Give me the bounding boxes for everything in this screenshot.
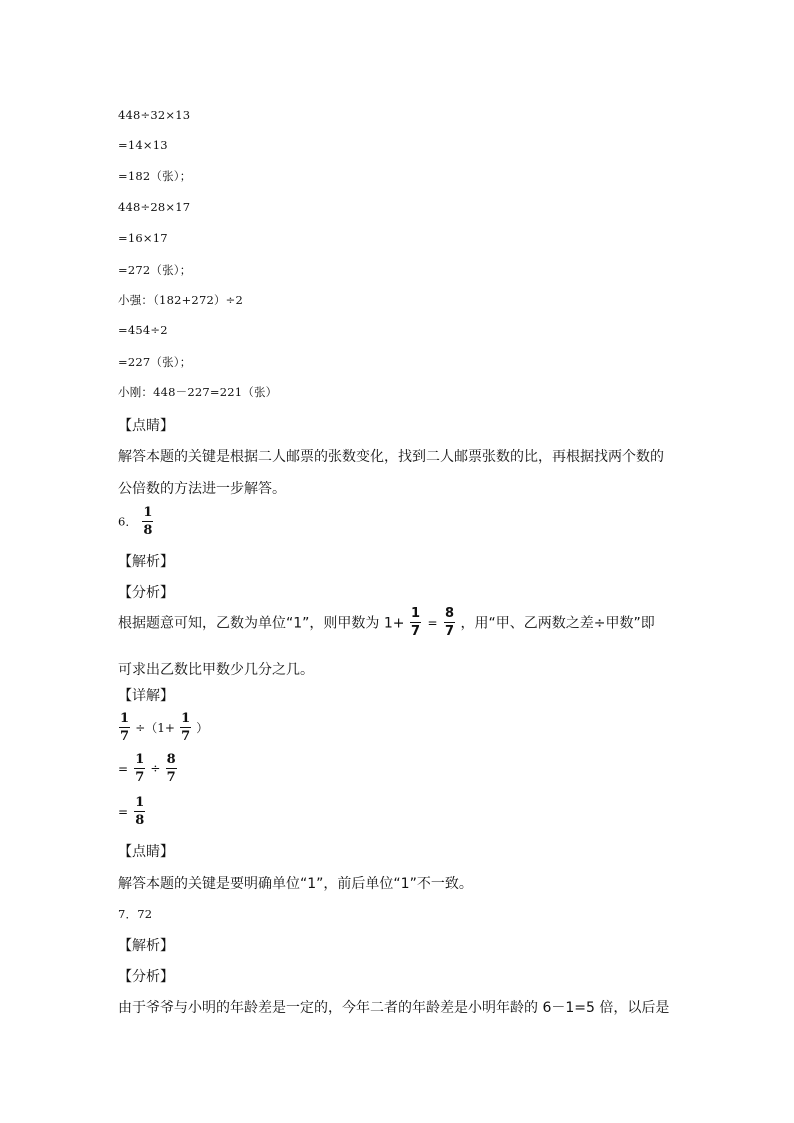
paragraph-line: 解答本题的关键是根据二人邮票的张数变化，找到二人邮票张数的比，再根据找两个数的 (118, 449, 664, 465)
fraction-numerator: 8 (166, 752, 176, 767)
analysis-line: 可求出乙数比甲数少几分之几。 (118, 662, 314, 678)
operator-text: ÷ (150, 761, 161, 776)
equals-sign: = (427, 615, 438, 630)
fraction-denominator: 7 (135, 770, 145, 785)
fraction-numerator: 8 (444, 606, 455, 621)
fraction-numerator: 1 (181, 711, 191, 726)
fraction-denominator: 7 (166, 770, 176, 785)
equals-sign: = (118, 804, 129, 819)
paragraph-line: 解答本题的关键是要明确单位“1”，前后单位“1”不一致。 (118, 876, 473, 892)
solution-step (118, 712, 208, 743)
fraction-denominator: 8 (135, 813, 145, 828)
calc-line: =272（张）； (118, 263, 192, 277)
section-heading-dianjing: 【点睛】 (118, 418, 174, 434)
calc-line: =454÷2 (118, 323, 168, 337)
equals-sign: = (118, 761, 129, 776)
calc-line: =227（张）； (118, 355, 192, 369)
fraction-denominator: 7 (181, 729, 191, 744)
section-heading-xiangjie: 【详解】 (118, 688, 174, 704)
calc-line: =16×17 (118, 231, 168, 245)
fraction-denominator: 8 (143, 523, 153, 538)
answer-fraction (142, 506, 153, 537)
fraction (180, 712, 191, 743)
section-heading-jiexi: 【解析】 (118, 938, 174, 954)
fraction-numerator: 1 (135, 752, 145, 767)
question-7-answer: 7．72 (118, 907, 153, 921)
fraction-denominator: 7 (444, 624, 455, 639)
question-number: 6． (118, 514, 138, 529)
calc-line: =14×13 (118, 138, 168, 152)
calc-line: 小刚：448－227=221（张） (118, 385, 278, 399)
calc-line: 448÷32×13 (118, 108, 191, 122)
operator-text: ） (196, 721, 209, 735)
calc-line: =182（张）； (118, 169, 192, 183)
fraction (134, 796, 145, 827)
calc-line: 448÷28×17 (118, 200, 191, 214)
fraction (134, 753, 145, 784)
fraction (166, 753, 177, 784)
fraction-numerator: 1 (120, 711, 130, 726)
solution-step (118, 753, 178, 784)
paragraph-line: 公倍数的方法进一步解答。 (118, 481, 286, 497)
fraction-numerator: 1 (410, 606, 420, 621)
solution-step (118, 796, 146, 827)
section-heading-jiexi: 【解析】 (118, 554, 174, 570)
fraction (410, 607, 421, 638)
section-heading-fenxi: 【分析】 (118, 585, 174, 601)
analysis-text: 根据题意可知，乙数为单位“1”，则甲数为 1+ (118, 615, 405, 632)
fraction (444, 607, 455, 638)
analysis-line: 由于爷爷与小明的年龄差是一定的，今年二者的年龄差是小明年龄的 6－1=5 倍，以后是 (118, 1000, 670, 1016)
fraction-numerator: 1 (135, 795, 145, 810)
section-heading-fenxi: 【分析】 (118, 969, 174, 985)
fraction-denominator: 7 (410, 624, 420, 639)
analysis-text: ，用“甲、乙两数之差÷甲数”即 (460, 615, 655, 632)
fraction-denominator: 7 (120, 729, 130, 744)
calc-line: 小强：（182+272）÷2 (118, 293, 244, 307)
question-6-answer (118, 506, 154, 537)
analysis-line (118, 607, 655, 638)
fraction (119, 712, 130, 743)
operator-text: ÷（1+ (135, 721, 175, 735)
fraction-numerator: 1 (143, 505, 153, 520)
section-heading-dianjing: 【点睛】 (118, 844, 174, 860)
